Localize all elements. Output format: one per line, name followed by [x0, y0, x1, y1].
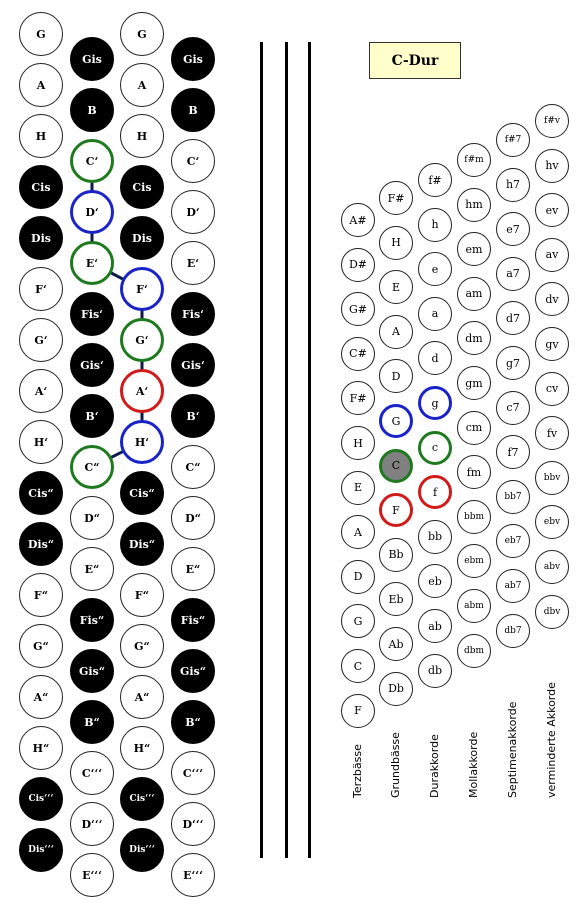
bass-button-row5-3[interactable]: e7 [496, 212, 530, 246]
bass-button-row3-8[interactable]: f [418, 475, 452, 509]
treble-key-col3-row2[interactable]: A [120, 63, 164, 107]
treble-key-col3-row9[interactable]: H‘ [120, 420, 164, 464]
bass-button-row6-5[interactable]: dv [535, 282, 569, 316]
bass-button-row1-10[interactable]: G [341, 604, 375, 638]
bass-button-row6-7[interactable]: cv [535, 372, 569, 406]
bass-button-row2-5[interactable]: D [379, 359, 413, 393]
treble-key-col1-row15[interactable]: H“ [19, 726, 63, 770]
bass-button-row5-1[interactable]: f#7 [496, 123, 530, 157]
bass-button-row6-11[interactable]: abv [535, 550, 569, 584]
bass-button-row4-7[interactable]: cm [457, 411, 491, 445]
bass-button-row1-4[interactable]: C# [341, 337, 375, 371]
bass-button-row5-12[interactable]: db7 [496, 614, 530, 648]
bass-button-row6-12[interactable]: dbv [535, 595, 569, 629]
treble-key-col3-row15[interactable]: H“ [120, 726, 164, 770]
bass-button-row5-4[interactable]: a7 [496, 257, 530, 291]
treble-key-col4-row13[interactable]: Gis“ [171, 649, 215, 693]
bass-button-row4-2[interactable]: hm [457, 188, 491, 222]
bass-button-row4-12[interactable]: dbm [457, 634, 491, 668]
treble-key-col2-row7[interactable]: Gis‘ [70, 343, 114, 387]
bass-row-label: Mollakkorde [467, 731, 480, 798]
bass-button-row3-12[interactable]: db [418, 654, 452, 688]
treble-key-col2-row14[interactable]: B“ [70, 700, 114, 744]
treble-key-col3-row16[interactable]: Cis‘‘‘ [120, 777, 164, 821]
treble-key-col1-row4[interactable]: Cis [19, 165, 63, 209]
treble-key-col4-row5[interactable]: E‘ [171, 241, 215, 285]
treble-key-col4-row8[interactable]: B‘ [171, 394, 215, 438]
bass-button-row5-10[interactable]: eb7 [496, 524, 530, 558]
treble-key-col3-row12[interactable]: F“ [120, 573, 164, 617]
bass-button-row6-6[interactable]: gv [535, 327, 569, 361]
separator-line-1 [260, 42, 263, 858]
bass-button-row2-8[interactable]: F [379, 493, 413, 527]
bass-button-row3-6[interactable]: g [418, 386, 452, 420]
bass-button-row2-10[interactable]: Eb [379, 582, 413, 616]
bass-button-row4-11[interactable]: abm [457, 589, 491, 623]
bass-button-row4-3[interactable]: em [457, 232, 491, 266]
treble-key-col2-row9[interactable]: C“ [70, 445, 114, 489]
treble-key-col2-row15[interactable]: C‘‘‘ [70, 751, 114, 795]
treble-key-col3-row13[interactable]: G“ [120, 624, 164, 668]
treble-key-col3-row8[interactable]: A‘ [120, 369, 164, 413]
treble-key-col1-row6[interactable]: F‘ [19, 267, 63, 311]
bass-row-label: Terzbässe [351, 744, 364, 798]
treble-key-col1-row16[interactable]: Cis‘‘‘ [19, 777, 63, 821]
bass-button-row6-8[interactable]: fv [535, 416, 569, 450]
bass-button-row2-3[interactable]: E [379, 270, 413, 304]
treble-key-col1-row8[interactable]: A‘ [19, 369, 63, 413]
bass-button-row3-9[interactable]: bb [418, 520, 452, 554]
bass-button-row1-1[interactable]: A# [341, 203, 375, 237]
bass-button-row3-2[interactable]: h [418, 208, 452, 242]
treble-key-col3-row6[interactable]: F‘ [120, 267, 164, 311]
bass-button-row1-12[interactable]: F [341, 694, 375, 728]
bass-button-row2-9[interactable]: Bb [379, 538, 413, 572]
treble-key-col2-row5[interactable]: E‘ [70, 241, 114, 285]
treble-key-col4-row14[interactable]: B“ [171, 700, 215, 744]
treble-key-col1-row2[interactable]: A [19, 63, 63, 107]
treble-key-col4-row6[interactable]: Fis‘ [171, 292, 215, 336]
treble-key-col2-row1[interactable]: Gis [70, 37, 114, 81]
treble-key-col2-row4[interactable]: D‘ [70, 190, 114, 234]
treble-key-col2-row2[interactable]: B [70, 88, 114, 132]
bass-button-row2-12[interactable]: Db [379, 672, 413, 706]
treble-key-col3-row5[interactable]: Dis [120, 216, 164, 260]
bass-button-row3-1[interactable]: f# [418, 163, 452, 197]
bass-button-row2-7[interactable]: C [379, 449, 413, 483]
treble-key-col4-row2[interactable]: B [171, 88, 215, 132]
treble-key-col1-row3[interactable]: H [19, 114, 63, 158]
bass-button-row2-6[interactable]: G [379, 404, 413, 438]
treble-key-col4-row7[interactable]: Gis‘ [171, 343, 215, 387]
treble-key-col4-row3[interactable]: C‘ [171, 139, 215, 183]
bass-button-row3-5[interactable]: d [418, 341, 452, 375]
bass-button-row3-11[interactable]: ab [418, 609, 452, 643]
treble-key-col2-row13[interactable]: Gis“ [70, 649, 114, 693]
treble-key-col1-row17[interactable]: Dis‘‘‘ [19, 828, 63, 872]
treble-key-col4-row4[interactable]: D‘ [171, 190, 215, 234]
treble-key-col1-row5[interactable]: Dis [19, 216, 63, 260]
bass-button-row1-8[interactable]: A [341, 515, 375, 549]
treble-key-col4-row17[interactable]: E‘‘‘ [171, 853, 215, 897]
separator-line-3 [308, 42, 311, 858]
bass-button-row5-8[interactable]: f7 [496, 435, 530, 469]
bass-button-row1-7[interactable]: E [341, 471, 375, 505]
treble-key-col2-row10[interactable]: D“ [70, 496, 114, 540]
treble-key-col3-row1[interactable]: G [120, 12, 164, 56]
treble-key-col3-row4[interactable]: Cis [120, 165, 164, 209]
treble-key-col1-row9[interactable]: H‘ [19, 420, 63, 464]
bass-button-row4-5[interactable]: dm [457, 321, 491, 355]
treble-key-col2-row8[interactable]: B‘ [70, 394, 114, 438]
bass-button-row5-2[interactable]: h7 [496, 168, 530, 202]
bass-button-row4-9[interactable]: bbm [457, 500, 491, 534]
bass-row-label: verminderte Akkorde [545, 682, 558, 798]
treble-key-col3-row10[interactable]: Cis“ [120, 471, 164, 515]
treble-key-col4-row9[interactable]: C“ [171, 445, 215, 489]
treble-key-col2-row3[interactable]: C‘ [70, 139, 114, 183]
bass-button-row5-7[interactable]: c7 [496, 391, 530, 425]
bass-button-row1-3[interactable]: G# [341, 292, 375, 326]
bass-button-row6-2[interactable]: hv [535, 149, 569, 183]
bass-button-row2-2[interactable]: H [379, 226, 413, 260]
treble-key-col3-row11[interactable]: Dis“ [120, 522, 164, 566]
bass-button-row1-6[interactable]: H [341, 426, 375, 460]
bass-row-label: Septimenakkorde [506, 701, 519, 798]
treble-key-col1-row11[interactable]: Dis“ [19, 522, 63, 566]
treble-key-col4-row10[interactable]: D“ [171, 496, 215, 540]
bass-button-row1-11[interactable]: C [341, 649, 375, 683]
bass-button-row5-6[interactable]: g7 [496, 346, 530, 380]
separator-line-2 [285, 42, 288, 858]
treble-key-col4-row11[interactable]: E“ [171, 547, 215, 591]
treble-key-col4-row15[interactable]: C‘‘‘ [171, 751, 215, 795]
treble-key-col2-row17[interactable]: E‘‘‘ [70, 853, 114, 897]
bass-button-row1-9[interactable]: D [341, 560, 375, 594]
treble-key-col4-row12[interactable]: Fis“ [171, 598, 215, 642]
bass-row-label: Grundbässe [389, 732, 402, 798]
treble-key-col1-row14[interactable]: A“ [19, 675, 63, 719]
bass-button-row5-5[interactable]: d7 [496, 301, 530, 335]
treble-key-col2-row16[interactable]: D‘‘‘ [70, 802, 114, 846]
bass-button-row3-10[interactable]: eb [418, 564, 452, 598]
bass-button-row3-3[interactable]: e [418, 252, 452, 286]
bass-button-row1-5[interactable]: F# [341, 381, 375, 415]
treble-key-col1-row13[interactable]: G“ [19, 624, 63, 668]
treble-key-col1-row12[interactable]: F“ [19, 573, 63, 617]
bass-button-row6-4[interactable]: av [535, 238, 569, 272]
bass-button-row4-10[interactable]: ebm [457, 544, 491, 578]
bass-button-row3-7[interactable]: c [418, 431, 452, 465]
bass-button-row5-9[interactable]: bb7 [496, 480, 530, 514]
treble-key-col2-row12[interactable]: Fis“ [70, 598, 114, 642]
treble-key-col3-row17[interactable]: Dis‘‘‘ [120, 828, 164, 872]
bass-button-row2-4[interactable]: A [379, 315, 413, 349]
key-title-box: C-Dur [369, 42, 461, 79]
bass-button-row4-4[interactable]: am [457, 277, 491, 311]
bass-button-row4-1[interactable]: f#m [457, 143, 491, 177]
treble-key-col2-row6[interactable]: Fis‘ [70, 292, 114, 336]
treble-key-col1-row1[interactable]: G [19, 12, 63, 56]
bass-button-row2-11[interactable]: Ab [379, 627, 413, 661]
treble-key-col1-row7[interactable]: G‘ [19, 318, 63, 362]
bass-button-row6-10[interactable]: ebv [535, 505, 569, 539]
bass-row-label: Durakkorde [428, 734, 441, 798]
bass-button-row2-1[interactable]: F# [379, 181, 413, 215]
bass-button-row6-9[interactable]: bbv [535, 461, 569, 495]
bass-button-row4-8[interactable]: fm [457, 455, 491, 489]
bass-button-row5-11[interactable]: ab7 [496, 569, 530, 603]
bass-button-row1-2[interactable]: D# [341, 248, 375, 282]
treble-key-col3-row14[interactable]: A“ [120, 675, 164, 719]
treble-key-col3-row3[interactable]: H [120, 114, 164, 158]
treble-key-col4-row16[interactable]: D‘‘‘ [171, 802, 215, 846]
bass-button-row4-6[interactable]: gm [457, 366, 491, 400]
treble-key-col1-row10[interactable]: Cis“ [19, 471, 63, 515]
bass-button-row3-4[interactable]: a [418, 297, 452, 331]
treble-key-col4-row1[interactable]: Gis [171, 37, 215, 81]
bass-button-row6-3[interactable]: ev [535, 193, 569, 227]
bass-button-row6-1[interactable]: f#v [535, 104, 569, 138]
treble-key-col2-row11[interactable]: E“ [70, 547, 114, 591]
treble-key-col3-row7[interactable]: G‘ [120, 318, 164, 362]
